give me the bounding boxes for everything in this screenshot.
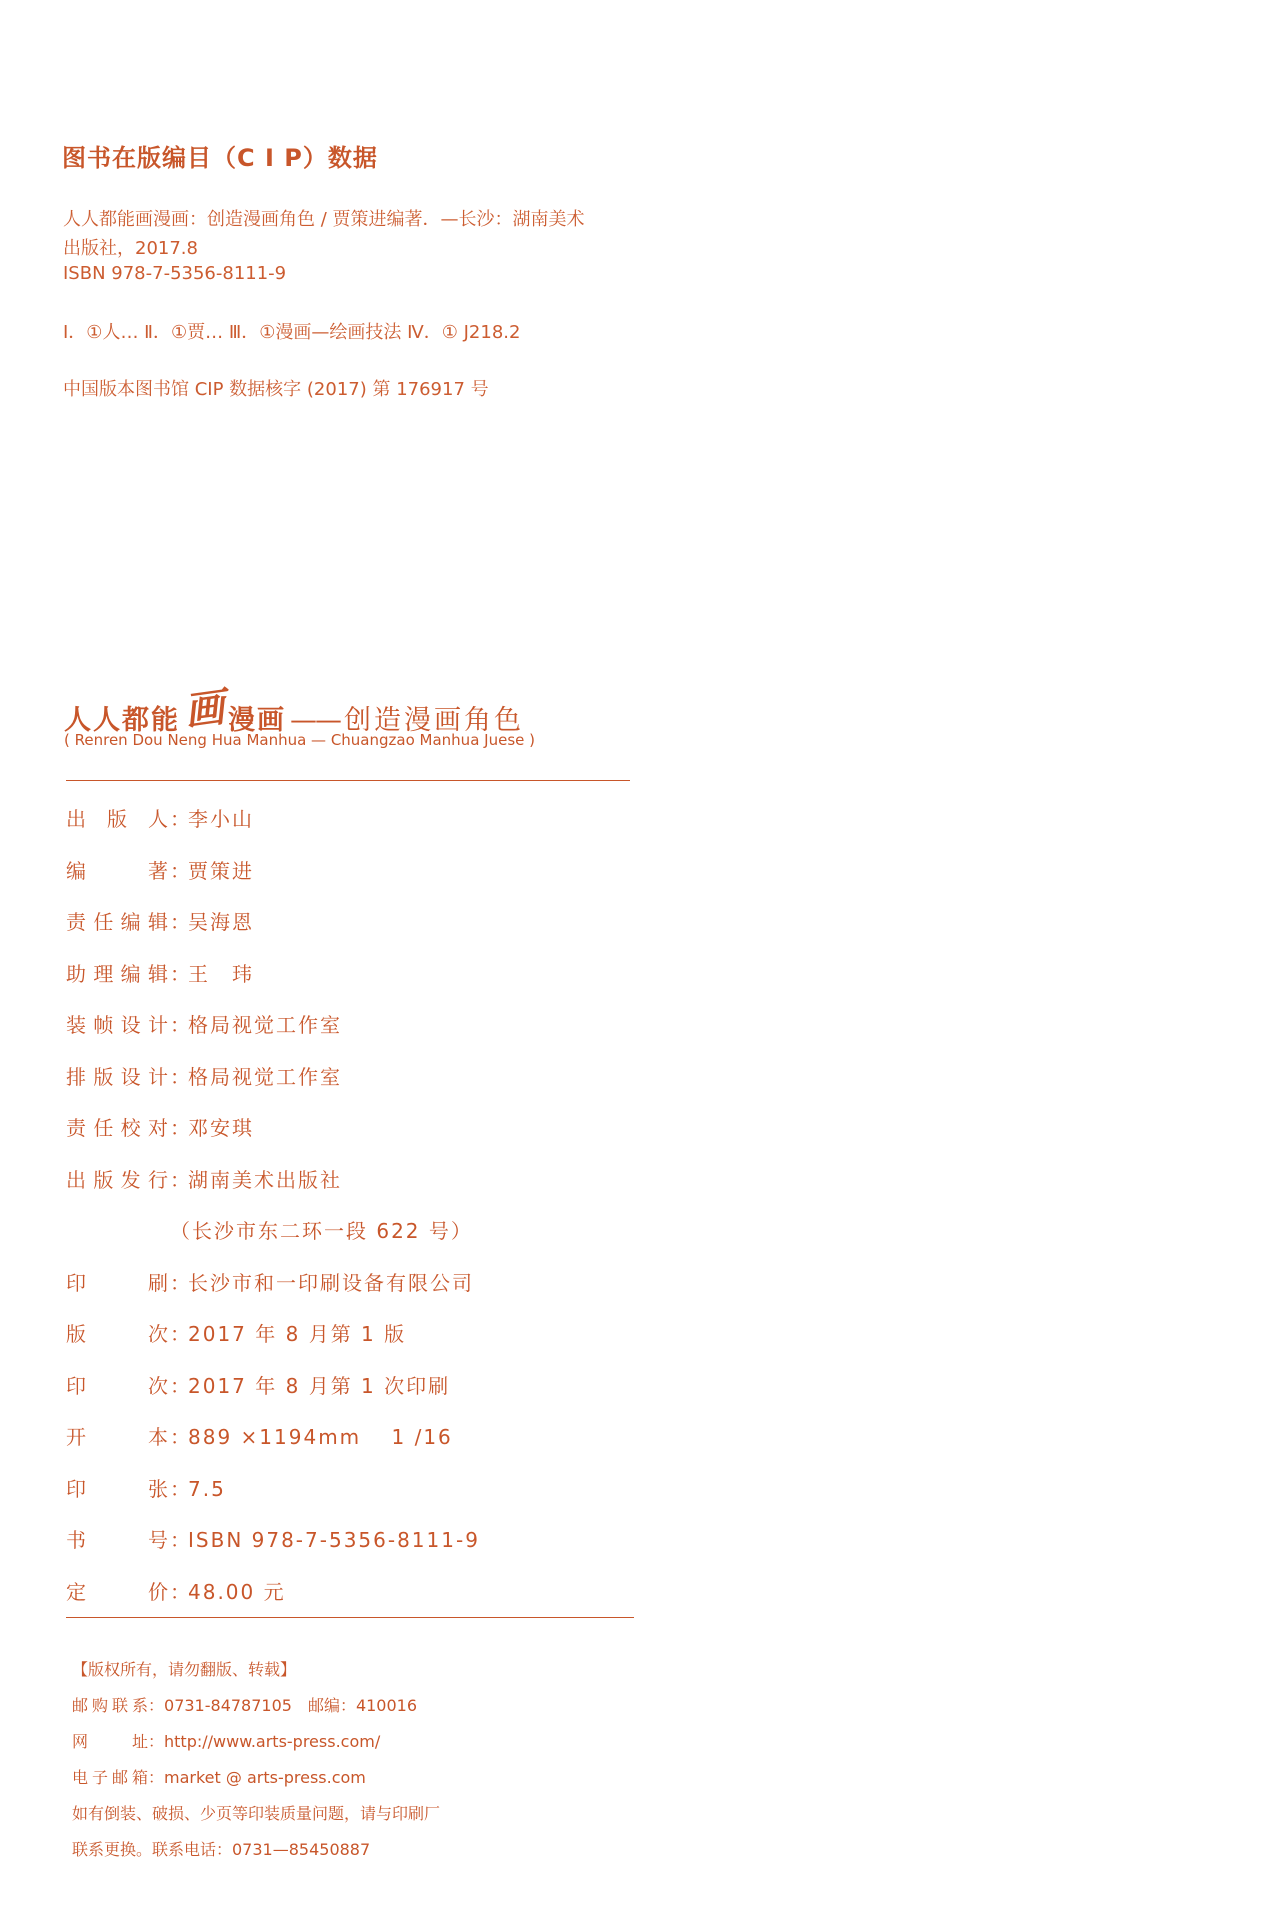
title-part1: 人人都能	[64, 705, 180, 736]
cip-description-line2: 出版社，2017.8	[63, 238, 198, 259]
web-label: 网址	[72, 1732, 148, 1751]
credits-divider	[66, 1617, 634, 1618]
credit-colon: ：	[170, 1065, 190, 1089]
credit-colon: ：	[170, 807, 190, 831]
credit-label: 责任编辑	[66, 910, 170, 934]
credit-value: 贾策进	[188, 859, 254, 883]
credit-value: 7.5	[188, 1477, 226, 1501]
email-value: market @ arts-press.com	[164, 1768, 366, 1787]
credit-colon: ：	[170, 1116, 190, 1140]
credit-value: 格局视觉工作室	[188, 1065, 342, 1089]
mail-order-row: 邮购联系：0731-84787105 邮编：410016	[72, 1693, 417, 1716]
credit-value: 48.00 元	[188, 1580, 286, 1604]
credit-colon: ：	[170, 1271, 190, 1295]
credit-colon: ：	[170, 1013, 190, 1037]
credit-value: 长沙市和一印刷设备有限公司	[188, 1271, 474, 1295]
credit-row	[66, 1112, 254, 1141]
credit-row	[66, 1370, 450, 1399]
credit-colon: ：	[170, 962, 190, 986]
credit-row	[66, 1318, 406, 1347]
credit-value: 格局视觉工作室	[188, 1013, 342, 1037]
credit-colon: ：	[170, 1477, 190, 1501]
credit-label: 排版设计	[66, 1065, 170, 1089]
credit-label: 印次	[66, 1374, 170, 1398]
mail-value: 0731-84787105 邮编：410016	[164, 1696, 418, 1715]
credit-label: 助理编辑	[66, 962, 170, 986]
title-divider	[66, 780, 630, 781]
credit-colon: ：	[170, 1168, 190, 1192]
credit-row	[66, 1421, 453, 1450]
title-subtitle: 创造漫画角色	[344, 705, 524, 736]
rights-notice: 【版权所有，请勿翻版、转载】	[72, 1660, 297, 1679]
email-label: 电子邮箱	[72, 1768, 148, 1787]
credit-value: 2017 年 8 月第 1 版	[188, 1322, 407, 1346]
credit-row	[66, 1215, 473, 1244]
credit-value: 李小山	[188, 807, 254, 831]
title-hua-glyph: 画	[181, 683, 228, 736]
cip-record-number: 中国版本图书馆 CIP 数据核字 (2017) 第 176917 号	[63, 379, 489, 400]
credit-value: 邓安琪	[188, 1116, 254, 1140]
credit-colon: ：	[170, 859, 190, 883]
credit-label: 装帧设计	[66, 1013, 170, 1037]
email-row: 电子邮箱：market @ arts-press.com	[72, 1765, 366, 1788]
quality-notice-line1: 如有倒装、破损、少页等印装质量问题，请与印刷厂	[72, 1804, 441, 1823]
credit-row	[66, 958, 254, 987]
web-value: http://www.arts-press.com/	[164, 1732, 381, 1751]
credit-colon: ：	[170, 1374, 190, 1398]
credit-label: 版次	[66, 1322, 170, 1346]
credit-row	[66, 803, 254, 832]
credit-label: 定价	[66, 1580, 170, 1604]
cip-classification: Ⅰ．①人… Ⅱ．①贾… Ⅲ．①漫画—绘画技法 Ⅳ．① J218.2	[63, 322, 521, 343]
website-row: 网址：http://www.arts-press.com/	[72, 1729, 380, 1752]
title-dash: ——	[290, 705, 340, 736]
credit-row	[66, 906, 254, 935]
title-pinyin: ( Renren Dou Neng Hua Manhua — Chuangzao Manhua Juese )	[64, 731, 535, 749]
credit-value: 2017 年 8 月第 1 次印刷	[188, 1374, 451, 1398]
credit-row	[66, 855, 254, 884]
mail-label: 邮购联系	[72, 1696, 148, 1715]
cip-description-line1: 人人都能画漫画：创造漫画角色 / 贾策进编著．—长沙：湖南美术	[63, 209, 585, 230]
credit-colon: ：	[170, 1580, 190, 1604]
credit-value: ISBN 978-7-5356-8111-9	[188, 1528, 480, 1552]
credit-value: 湖南美术出版社	[188, 1168, 342, 1192]
credit-colon: ：	[170, 910, 190, 934]
credit-row	[66, 1009, 342, 1038]
credit-label: 书号	[66, 1528, 170, 1552]
credit-value: 889 ×1194mm 1 /16	[188, 1425, 453, 1449]
credit-label: 编著	[66, 859, 170, 883]
credit-value: 王 玮	[188, 962, 254, 986]
credit-row	[66, 1524, 480, 1553]
credit-row	[66, 1267, 474, 1296]
credit-row	[66, 1164, 342, 1193]
credit-label: 责任校对	[66, 1116, 170, 1140]
credit-label: 开本	[66, 1425, 170, 1449]
credit-value: （长沙市东二环一段 622 号）	[170, 1219, 473, 1243]
credit-row	[66, 1061, 342, 1090]
credit-colon: ：	[170, 1528, 190, 1552]
credit-label: 出版发行	[66, 1168, 170, 1192]
quality-notice-line2: 联系更换。联系电话：0731—85450887	[72, 1840, 371, 1859]
credit-row	[66, 1473, 226, 1502]
credit-colon: ：	[170, 1425, 190, 1449]
cip-heading: 图书在版编目（C I P）数据	[62, 144, 378, 172]
credit-label: 出版人	[66, 807, 170, 831]
title-part2: 漫画	[228, 705, 286, 736]
credit-label: 印刷	[66, 1271, 170, 1295]
credit-label: 印张	[66, 1477, 170, 1501]
cip-isbn: ISBN 978-7-5356-8111-9	[63, 263, 287, 284]
credit-value: 吴海恩	[188, 910, 254, 934]
credit-colon: ：	[170, 1322, 190, 1346]
credit-row	[66, 1576, 286, 1605]
